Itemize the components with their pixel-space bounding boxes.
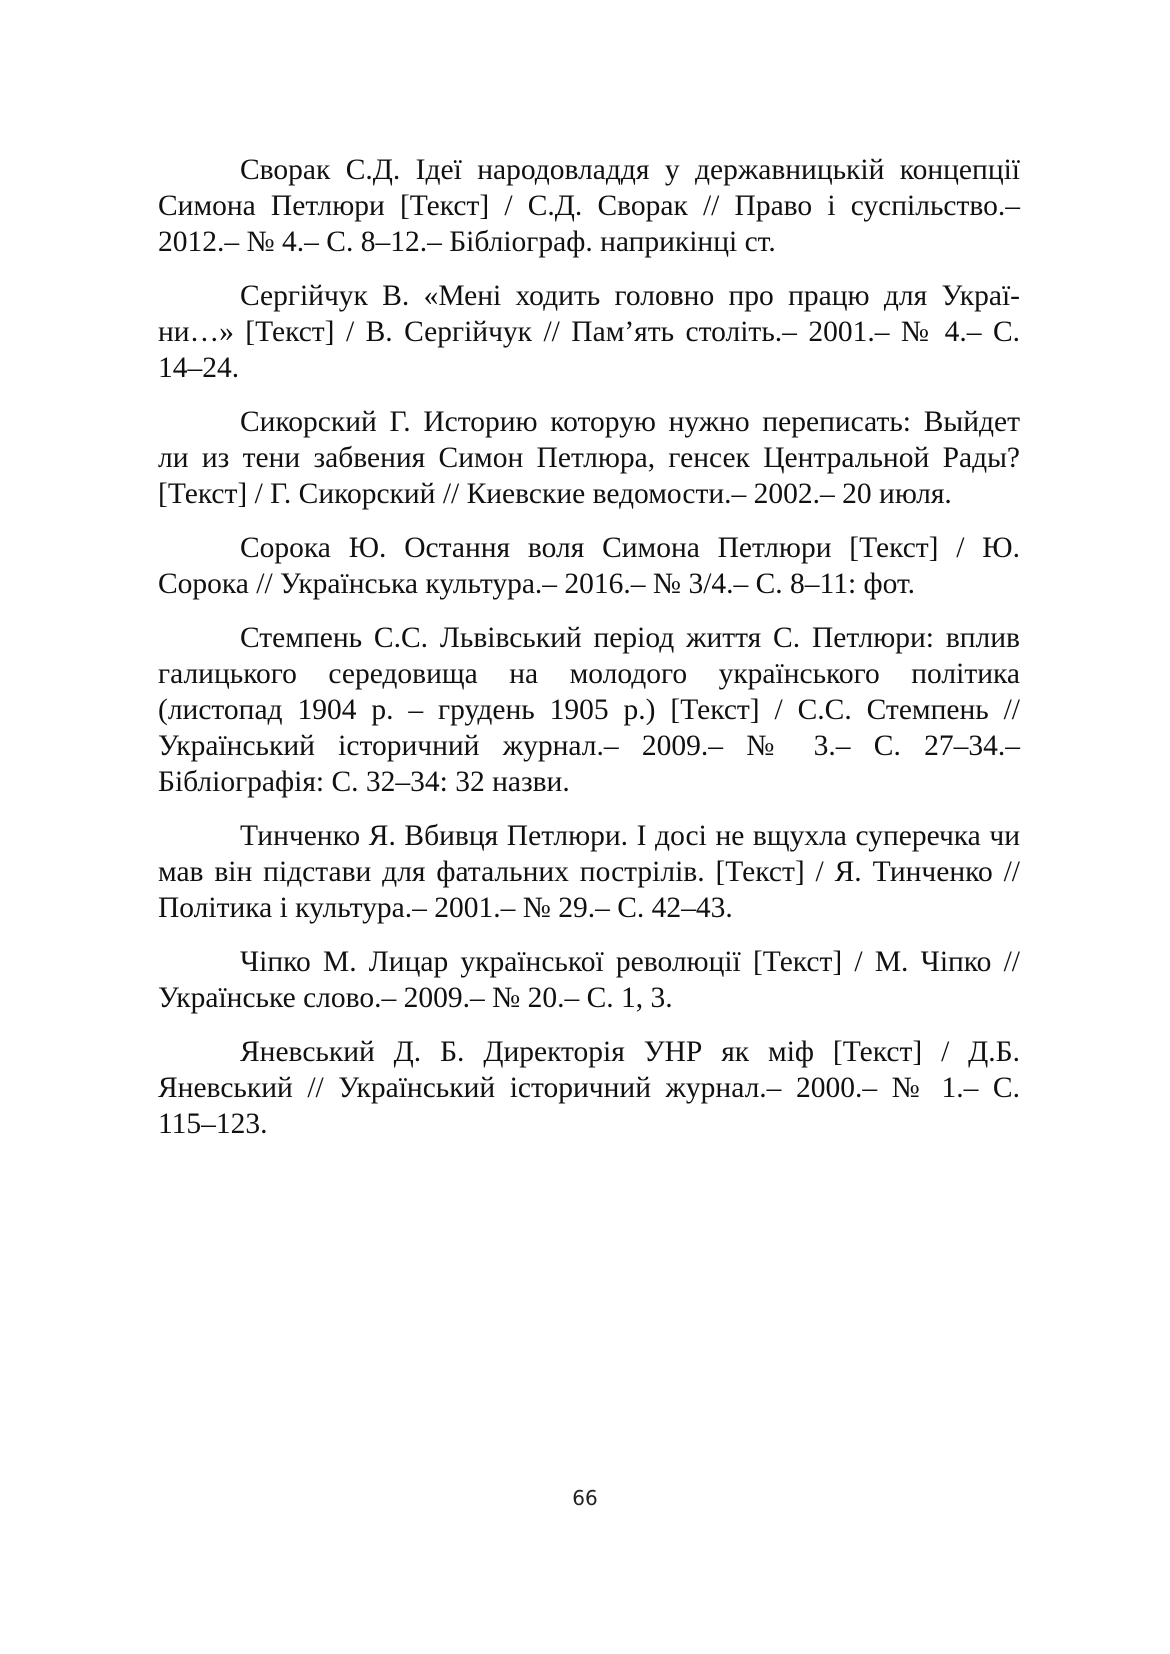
bibliography-list <box>158 152 1020 1160</box>
bibliography-entry: Сорока Ю. Остання воля Симона Петлюри [Текст] / Ю. Сорока // Українська культура.– 2016.– № 3/4.– С. 8–11: фот. <box>158 532 1020 600</box>
bibliography-entry: Яневський Д. Б. Директорія УНР як міф [Текст] / Д.Б. Яневський // Український історичний журнал.– 2000.– № 1.– С. 115–123. <box>158 1036 1020 1140</box>
bibliography-entry: Тинченко Я. Вбивця Петлюри. І досі не вщухла суперечка чи мав він підстави для фатальних пострілів. [Текст] / Я. Тинченко // Політика і культура.– 2001.– № 29.– С. 42–43. <box>158 820 1020 924</box>
bibliography-entry: Сворак С.Д. Ідеї народовладдя у державницькій концепції Симона Петлюри [Текст] / С.Д. Сворак // Право і суспільство.– 2012.– № 4.– С. 8–12.– Бібліограф. наприкінці ст. <box>158 154 1020 258</box>
bibliography-entry: Сергійчук В. «Мені ходить головно про працю для України…» [Текст] / В. Сергійчук // Пам’ять століть.– 2001.– № 4.– С. 14–24. <box>158 280 1020 384</box>
page-number: 66 <box>572 1486 598 1510</box>
bibliography-entry: Чіпко М. Лицар української революції [Текст] / М. Чіпко // Українське слово.– 2009.– № 20.– С. 1, 3. <box>158 946 1020 1014</box>
bibliography-entry: Стемпень С.С. Львівський період життя С. Петлюри: вплив галицького середовища на молодого українського політика (листопад 1904 р. – грудень 1905 р.) [Текст] / С.С. Стемпень // Український історичний журнал.– 2009.– № 3.– С. 27–34.– Бібліографія: С. 32–34: 32 назви. <box>158 622 1020 798</box>
bibliography-entry: Сикорский Г. Историю которую нужно переписать: Выйдет ли из тени забвения Симон Петлюра, генсек Центральной Рады? [Текст] / Г. Сикорский // Киевские ведомости.– 2002.– 20 июля. <box>158 406 1020 510</box>
